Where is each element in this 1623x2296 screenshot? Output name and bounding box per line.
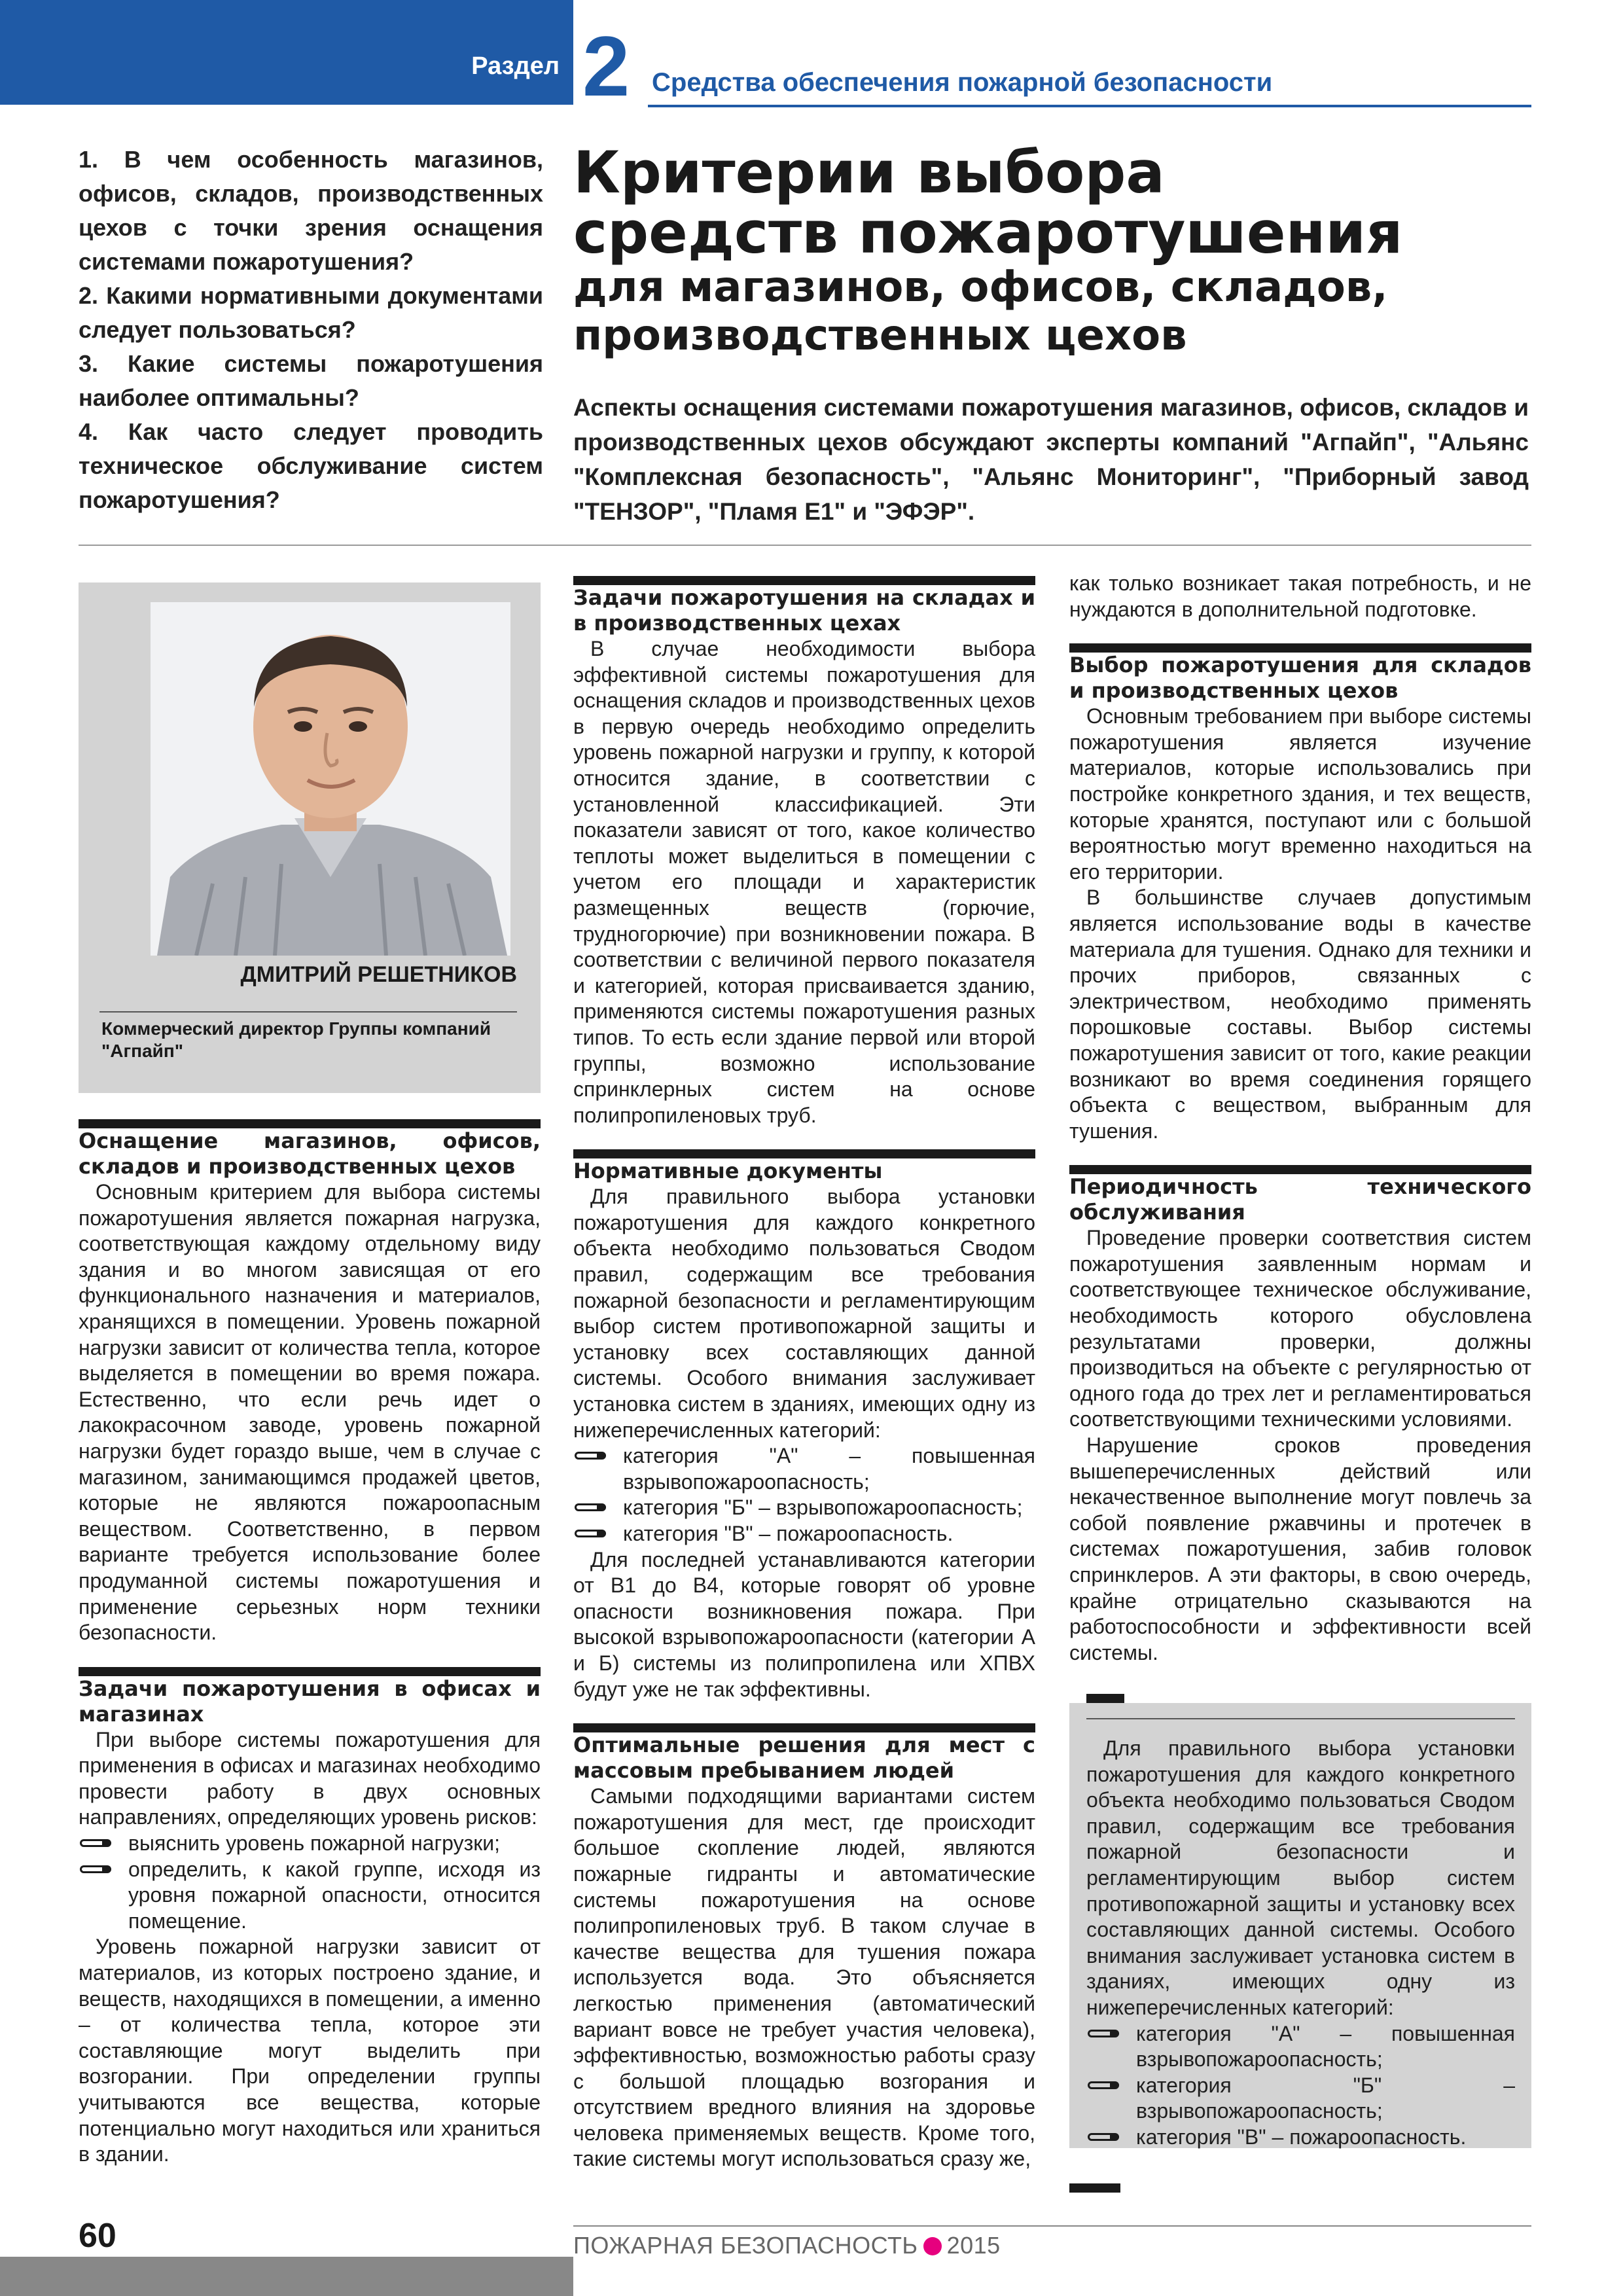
column-3 (1069, 571, 1531, 1666)
list-item-text: категория "Б" – взрывопожароопасность; (1136, 2073, 1515, 2123)
headline-line-4: производственных цехов (573, 312, 1187, 360)
list-item (1086, 2021, 1515, 2073)
question-3: 3. Какие системы пожаротушения наиболее оптимальны? (79, 350, 543, 411)
list-item (79, 1857, 541, 1935)
section-rule (79, 1667, 541, 1676)
column-1 (79, 1119, 541, 2168)
paragraph: Основным требованием при выборе системы пожаротушения является изучение материалов, которые использовались при постройке конкретного здания, и тех веществ, которые хранятся, поступают или с большой вероятностью могут временно находиться на его территории. (1069, 704, 1531, 884)
section-heading: Периодичность технического обслуживания (1069, 1174, 1531, 1225)
section-heading: Выбор пожаротушения для складов и производственных цехов (1069, 653, 1531, 704)
header-rule (648, 105, 1531, 107)
bullet-icon (1086, 2073, 1136, 2125)
note-bar (1086, 1694, 1124, 1703)
section-heading: Нормативные документы (573, 1158, 883, 1184)
bullet-icon (1086, 2125, 1136, 2151)
list-item (573, 1495, 1035, 1521)
bullet-icon (573, 1495, 623, 1521)
question-1: 1. В чем особенность магазинов, офисов, складов, производственных цехов с точки зрения оснащения системами пожаротушения? (79, 146, 543, 275)
section-heading: Оптимальные решения для мест с массовым пребыванием людей (573, 1732, 1035, 1784)
paragraph: Для правильного выбора установки пожаротушения для каждого конкретного объекта необходимо пользоваться Сводом правил, содержащим все требования пожарной безопасности и регламентирующим выбор систем противопожарной защиты и установку всех составляющих данной системы. Особого внимания заслуживает установка систем в зданиях, имеющих одну из нижеперечисленных категорий: (1086, 1736, 1515, 2019)
section-rule (573, 576, 1035, 585)
expert-name: ДМИТРИЙ РЕШЕТНИКОВ (240, 962, 517, 987)
end-mark (1069, 2183, 1120, 2193)
section-heading: Задачи пожаротушения на складах и в производственных цехах (573, 585, 1035, 636)
section-rule (79, 1119, 541, 1128)
paragraph: Самыми подходящими вариантами систем пожаротушения для мест, где происходит большое скопление людей, являются пожарные гидранты и автоматические системы пожаротушения на основе полипропиленовых труб. В таком случае в качестве вещества для тушения пожара используется вода. Это объясняется легкостью применения (автоматический вариант вовсе не требует участия человека), эффективностью, возможностью работы сразу с большой площадью возгорания и отсутствием вредного влияния на здоровье человека применяемых веществ. Кроме того, такие системы могут использоваться сразу же, (573, 1784, 1035, 2171)
section-number: 2 (582, 18, 630, 114)
article-lead: Аспекты оснащения системами пожаротушения магазинов, офисов, складов и производственных цехов обсуждают эксперты компаний "Агпайп", "Альянс "Комплексная безопасность", "Альянс Мониторинг", "Приборный завод "ТЕНЗОР", "Пламя Е1" и "ЭФЭР". (573, 394, 1529, 525)
list-item-text: категория "А" – повышенная взрывопожароопасность; (623, 1444, 1035, 1494)
question-4: 4. Как часто следует проводить техническое обслуживание систем пожаротушения? (79, 418, 543, 513)
footer-masthead (573, 2232, 1001, 2259)
section-rule (1069, 1165, 1531, 1174)
name-rule (99, 1011, 517, 1013)
section-heading: Задачи пожаротушения в офисах и магазинах (79, 1676, 541, 1727)
paragraph: Проведение проверки соответствия систем пожаротушения заявленным нормам и соответствующее техническое обслуживание, необходимость которого обусловлена результатами проверки, должны производиться на объекте с регулярностью от одного года до трех лет и регламентироваться соответствующими техническими условиями. (1069, 1226, 1531, 1431)
paragraph: Для правильного выбора установки пожаротушения для каждого конкретного объекта необходимо пользоваться Сводом правил, содержащим все требования пожарной безопасности и регламентирующим выбор систем противопожарной защиты и установку всех составляющих данной системы. Особого внимания заслуживает установка систем в зданиях, имеющих одну из нижеперечисленных категорий: (573, 1185, 1035, 1442)
list-item-text: категория "Б" – взрывопожароопасность; (623, 1496, 1023, 1520)
bullet-icon (1086, 2021, 1136, 2073)
bullet-icon (79, 1831, 128, 1857)
footer-rule (573, 2225, 1531, 2227)
note-text (1086, 1736, 1515, 2151)
paragraph: Уровень пожарной нагрузки зависит от материалов, из которых построено здание, и веществ, находящихся в помещении, а именно – от количества тепла, которое эти составляющие могут выделить при возгорании. При определении группы учитываются все вещества, которые потенциально могут находиться или храниться в здании. (79, 1935, 541, 2166)
bullet-icon (79, 1857, 128, 1935)
paragraph: При выборе системы пожаротушения для применения в офисах и магазинах необходимо провести работу в двух основных направлениях, определяющих уровень рисков: (79, 1727, 541, 1829)
list-item-text: категория "А" – повышенная взрывопожароопасность; (1136, 2021, 1515, 2072)
footer-band (0, 2257, 573, 2296)
section-label: Раздел (471, 52, 560, 80)
headline-line-1: Критерии выбора (573, 139, 1165, 206)
list-item (573, 1521, 1035, 1547)
section-heading: Оснащение магазинов, офисов, складов и производственных цехов (79, 1128, 541, 1179)
headline-line-2: средств пожаротушения (573, 199, 1403, 266)
section-rule (573, 1149, 1035, 1158)
list-item-text: категория "В" – пожароопасность. (1136, 2125, 1467, 2149)
page-number: 60 (79, 2217, 116, 2255)
section-rule (1069, 643, 1531, 653)
paragraph-continued: как только возникает такая потребность, и не нуждаются в дополнительной подготовке. (1069, 571, 1531, 621)
paragraph: Для последней устанавливаются категории от В1 до В4, которые говорят об уровне опасности возникновения пожара. При высокой взрывопожароопасности (категории А и Б) системы из полипропилена или ХПВХ будут уже не так эффективны. (573, 1547, 1035, 1701)
portrait-illustration (151, 602, 510, 956)
article-headline (573, 139, 1529, 360)
paragraph: Нарушение сроков проведения вышеперечисленных действий или некачественное выполнение могут повлечь за собой появление ржавчины и протечек в системах пожаротушения, забив головок спринклеров. А эти факторы, в свою очередь, крайне отрицательно сказываются на работоспособности и эффективности всей системы. (1069, 1433, 1531, 1664)
list-item-text: категория "В" – пожароопасность. (623, 1522, 954, 1545)
question-2: 2. Какими нормативными документами следует пользоваться? (79, 282, 543, 343)
section-rule (573, 1723, 1035, 1732)
list-item (573, 1443, 1035, 1495)
list-item-text: определить, к какой группе, исходя из уровня пожарной опасности, относится помещение. (128, 1857, 541, 1933)
bullet-icon (573, 1443, 623, 1495)
list-item (79, 1831, 541, 1857)
list-item-text: выяснить уровень пожарной нагрузки; (128, 1831, 501, 1856)
column-2 (573, 576, 1035, 2172)
list-item (1086, 2073, 1515, 2125)
note-rule (1086, 1718, 1515, 1719)
issue-year: 2015 (946, 2232, 1001, 2259)
divider-rule (79, 545, 1531, 546)
dot-icon (923, 2237, 942, 2255)
headline-line-3: для магазинов, офисов, складов, (573, 263, 1388, 312)
paragraph: В большинстве случаев допустимым является использование воды в качестве материала для тушения. Однако для техники и прочих приборов, связанных с электричеством, необходимо применять порошковые составы. Выбор системы пожаротушения зависит от того, какие реакции возникают во время соединения горящего объекта с веществом, выбранным для тушения. (1069, 886, 1531, 1143)
expert-photo (151, 602, 510, 956)
questions-list (79, 143, 543, 517)
bullet-icon (573, 1521, 623, 1547)
paragraph: В случае необходимости выбора эффективной системы пожаротушения для оснащения складов и производственных цехов в первую очередь необходимо определить уровень пожарной нагрузки и группу, к которой относится здание, в соответствии с установленной классификацией. Эти показатели зависят от того, какое количество теплоты может выделиться в помещении с учетом его площади и характеристик размещенных веществ (горючие, трудногорючие) при возникновении пожара. В соответствии с величиной первого показателя и категорией, которая присваивается зданию, применяются системы пожаротушения разных типов. То есть если здание первой или второй группы, возможно использование спринклерных систем на основе полипропиленовых труб. (573, 637, 1035, 1127)
paragraph: Основным критерием для выбора системы пожаротушения является пожарная нагрузка, соответствующая каждому отдельному виду здания и во многом зависящая от его функционального назначения и материалов, хранящихся в помещении. Уровень пожарной нагрузки зависит от количества тепла, которое выделяется в помещении во время пожара. Естественно, что если речь идет о лакокрасочном заводе, уровень пожарной нагрузки будет гораздо выше, чем в случае с магазином, занимающимся продажей цветов, которые не являются пожароопасным веществом. Соответственно, в первом варианте требуется использование более продуманной системы пожаротушения и применение серьезных норм техники безопасности. (79, 1180, 541, 1645)
section-title: Средства обеспечения пожарной безопасности (652, 68, 1273, 97)
magazine-name: ПОЖАРНАЯ БЕЗОПАСНОСТЬ (573, 2232, 918, 2259)
list-item (1086, 2125, 1515, 2151)
expert-role: Коммерческий директор Группы компаний "Агпайп" (101, 1018, 491, 1061)
